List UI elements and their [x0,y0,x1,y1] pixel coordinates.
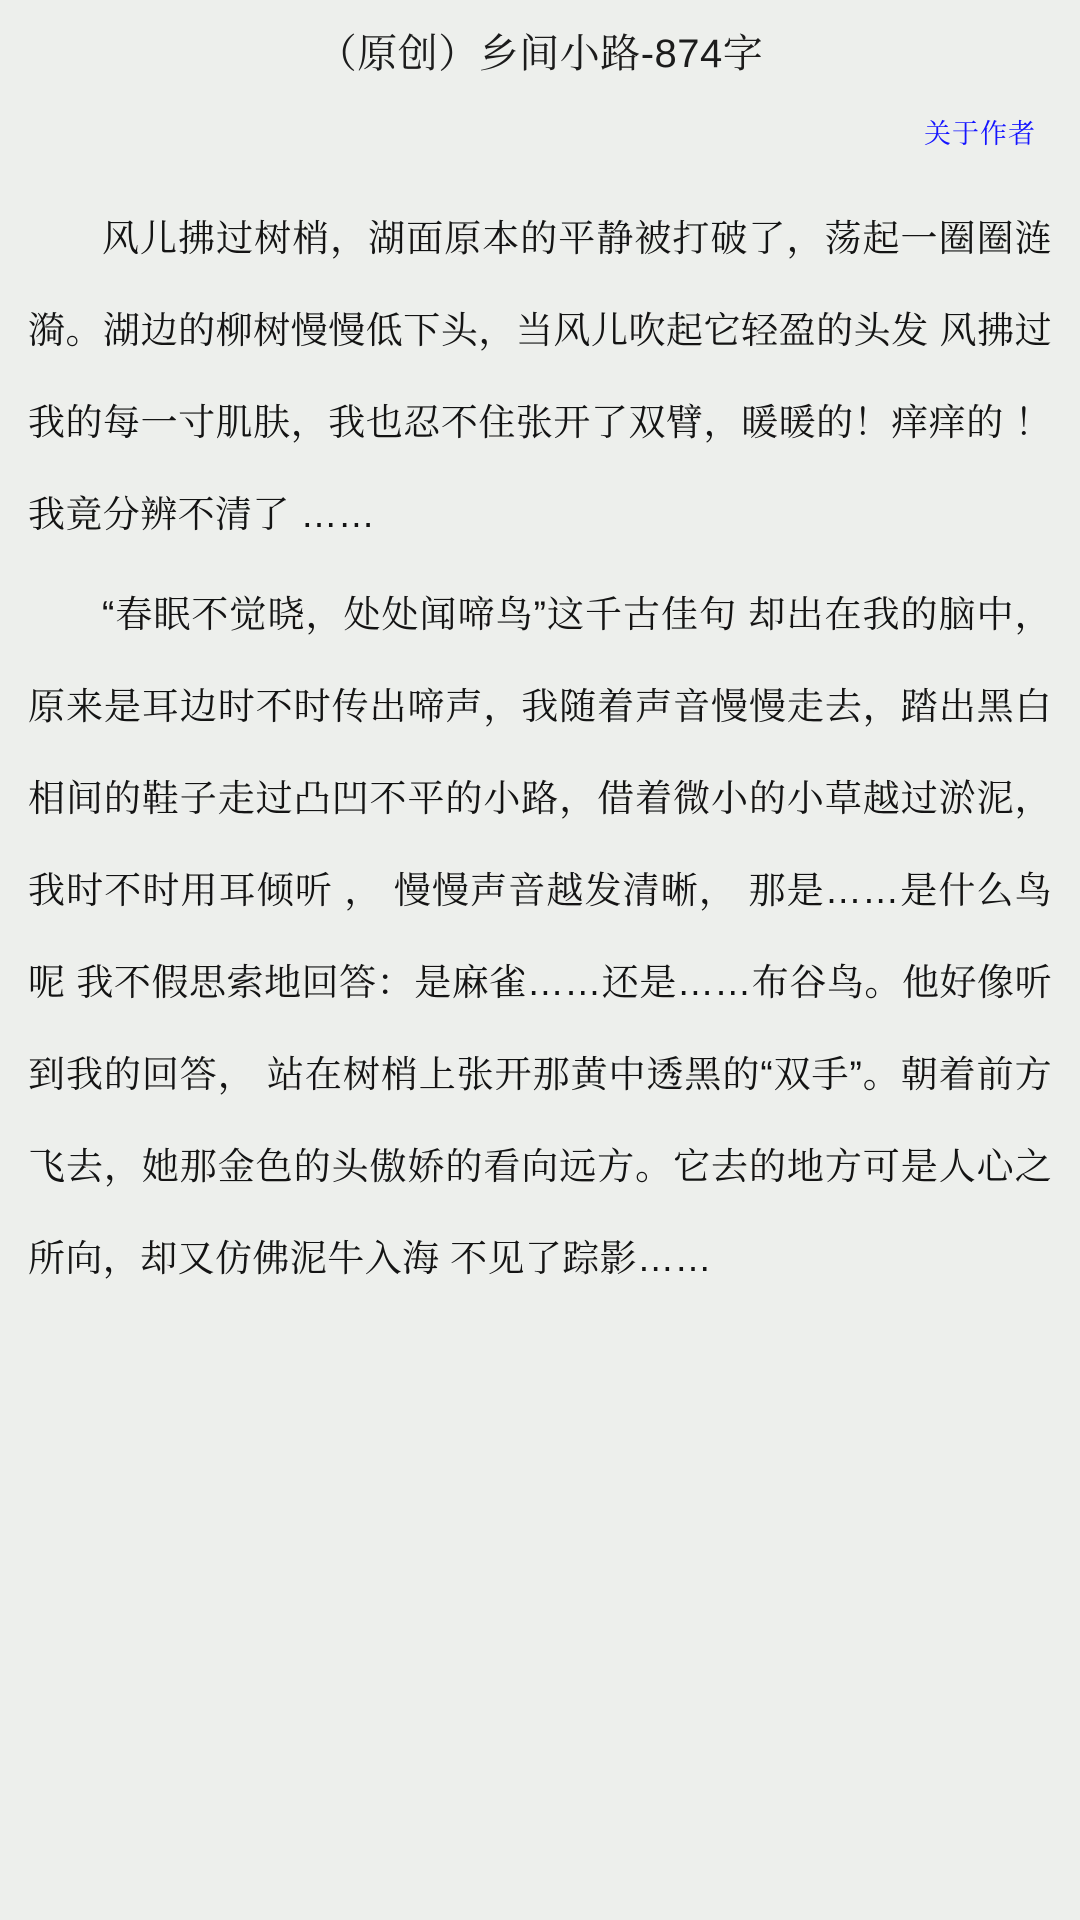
paragraph: 风儿拂过树梢，湖面原本的平静被打破了，荡起一圈圈涟漪。湖边的柳树慢慢低下头，当风儿吹起它轻盈的头发 风拂过我的每一寸肌肤，我也忍不住张开了双臂，暖暖的！痒痒的 ！ 我竟分辨不清了 …… [28,218,1052,535]
page-title: （原创）乡间小路-874字 [316,32,764,76]
article-body [0,151,1080,1305]
author-link-row [0,78,1080,151]
paragraph: “春眠不觉晓，处处闻啼鸟”这千古佳句 却出在我的脑中，原来是耳边时不时传出啼声，我随着声音慢慢走去，踏出黑白相间的鞋子走过凸凹不平的小路，借着微小的小草越过淤泥，我时不时用耳倾听 ， 慢慢声音越发清晰， 那是……是什么鸟呢 我不假思索地回答：是麻雀……还是……布谷鸟。他好像听到我的回答， 站在树梢上张开那黄中透黑的“双手”。朝着前方飞去，她那金色的头傲娇的看向远方。它去的地方可是人心之所向，却又仿佛泥牛入海 不见了踪影…… [28,594,1052,1279]
about-author-link[interactable]: 关于作者 [924,119,1036,149]
